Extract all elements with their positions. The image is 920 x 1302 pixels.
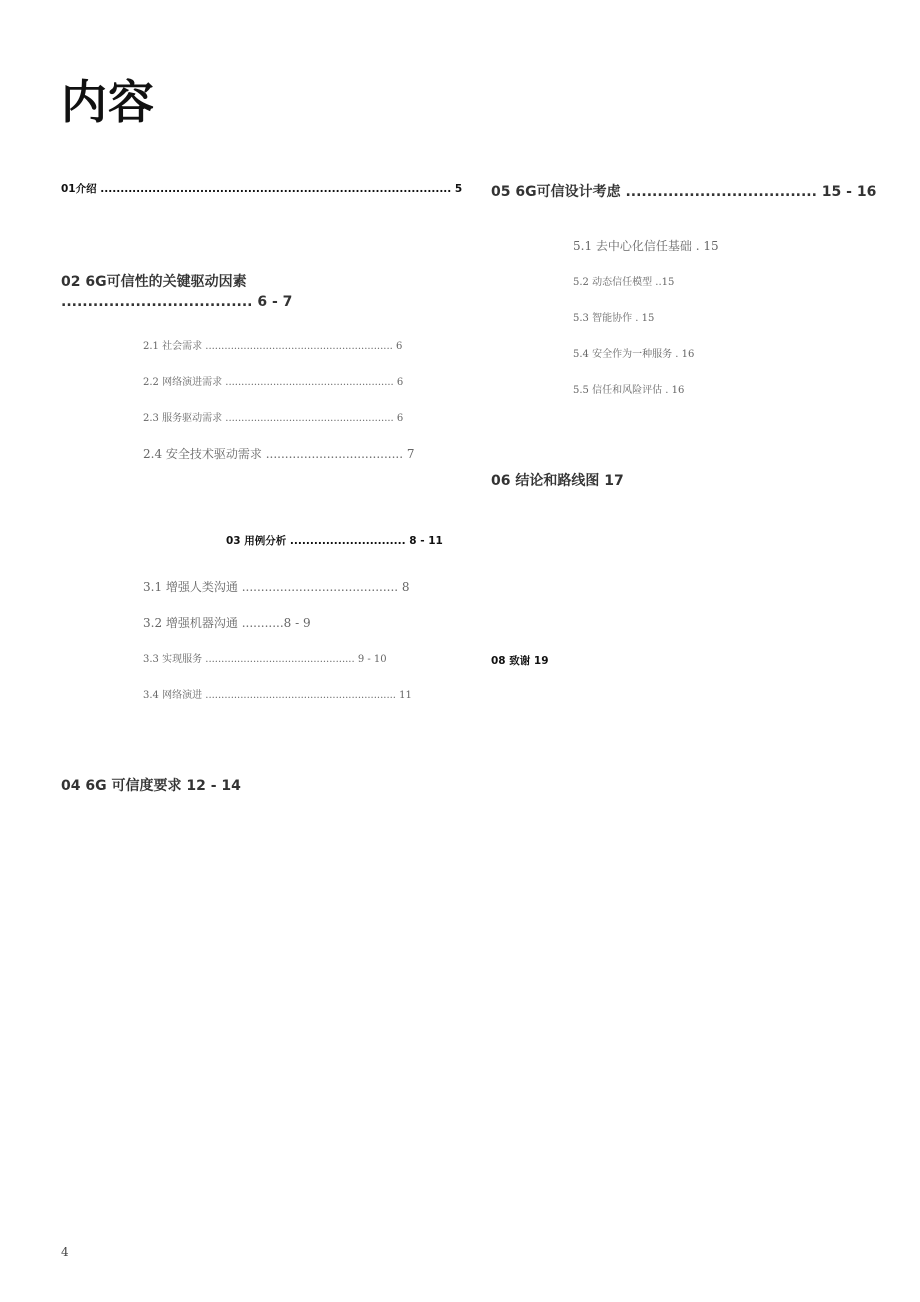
toc-item-5-1[interactable]: 5.1 去中心化信任基础 . 15 xyxy=(573,239,719,253)
toc-item-3-1[interactable]: 3.1 增强人类沟通 ......................................... 8 xyxy=(143,580,410,594)
toc-section-06[interactable]: 06 结论和路线图 17 xyxy=(491,473,624,489)
page-title: 内容 xyxy=(61,75,155,129)
toc-section-08[interactable]: 08 致谢 19 xyxy=(491,655,549,667)
toc-item-5-3[interactable]: 5.3 智能协作 . 15 xyxy=(573,313,655,324)
toc-item-3-3[interactable]: 3.3 实现服务 ............................................... 9 - 10 xyxy=(143,654,387,665)
page-number: 4 xyxy=(61,1245,69,1259)
toc-item-2-2[interactable]: 2.2 网络演进需求 ..................................................... 6 xyxy=(143,377,404,388)
toc-section-02[interactable]: 02 6G可信性的关键驱动因素 .................................... 6 - 7 xyxy=(61,274,293,310)
toc-item-3-4[interactable]: 3.4 网络演进 ............................................................ 11 xyxy=(143,690,412,701)
toc-item-5-5[interactable]: 5.5 信任和风险评估 . 16 xyxy=(573,385,685,396)
toc-item-3-2[interactable]: 3.2 增强机器沟通 ...........8 - 9 xyxy=(143,616,311,630)
toc-section-05[interactable]: 05 6G可信设计考虑 .................................... 15 - 16 xyxy=(491,184,877,200)
toc-section-01[interactable]: 01介绍 ........................................................................................ 5 xyxy=(61,183,463,195)
toc-section-04[interactable]: 04 6G 可信度要求 12 - 14 xyxy=(61,778,241,794)
toc-item-2-3[interactable]: 2.3 服务驱动需求 ..................................................... 6 xyxy=(143,413,404,424)
toc-item-5-2[interactable]: 5.2 动态信任模型 ..15 xyxy=(573,277,675,288)
toc-item-2-4[interactable]: 2.4 安全技术驱动需求 .................................... 7 xyxy=(143,447,415,461)
toc-item-2-1[interactable]: 2.1 社会需求 ........................................................... 6 xyxy=(143,341,403,352)
toc-section-03[interactable]: 03 用例分析 ............................. 8 - 11 xyxy=(226,535,443,547)
toc-item-5-4[interactable]: 5.4 安全作为一种服务 . 16 xyxy=(573,349,695,360)
